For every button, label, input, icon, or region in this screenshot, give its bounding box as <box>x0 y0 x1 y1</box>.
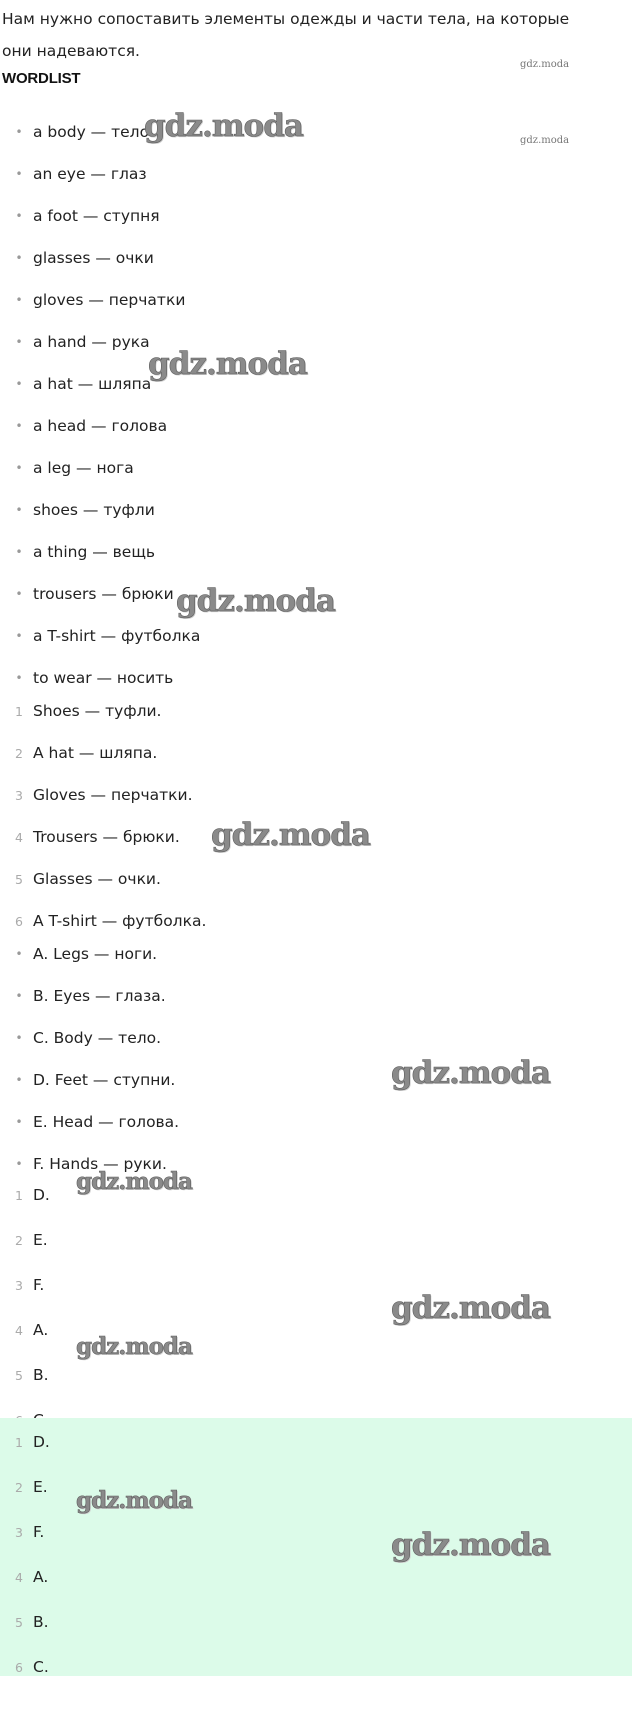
watermark: gdz.moda <box>520 135 570 146</box>
bullet-icon: • <box>15 545 23 559</box>
item-number: 4 <box>15 1569 23 1585</box>
bullet-icon: • <box>15 335 23 349</box>
watermark: gdz.moda <box>391 1527 550 1563</box>
bullet-icon: • <box>15 125 23 139</box>
bullet-icon: • <box>15 293 23 307</box>
item-number: 5 <box>15 871 23 887</box>
watermark: gdz.moda <box>211 817 370 853</box>
watermark: gdz.moda <box>391 1290 550 1326</box>
bullet-icon: • <box>15 1157 23 1171</box>
bullet-icon: • <box>15 989 23 1003</box>
bullet-icon: • <box>15 1115 23 1129</box>
intro-text: Нам нужно сопоставить элементы одежды и части тела, на которые они надеваются. <box>2 10 570 60</box>
item-number: 1 <box>15 1434 23 1450</box>
bullet-icon: • <box>15 629 23 643</box>
watermark: gdz.moda <box>76 1487 192 1514</box>
item-number: 2 <box>15 745 23 761</box>
bullet-icon: • <box>15 251 23 265</box>
watermark: gdz.moda <box>76 1333 192 1360</box>
item-number: 4 <box>15 1322 23 1338</box>
bullet-icon: • <box>15 209 23 223</box>
item-number: 4 <box>15 829 23 845</box>
bullet-icon: • <box>15 1031 23 1045</box>
item-number: 5 <box>15 1614 23 1630</box>
bullet-icon: • <box>15 503 23 517</box>
item-number: 5 <box>15 1367 23 1383</box>
item-number: 6 <box>15 913 23 929</box>
bullet-icon: • <box>15 419 23 433</box>
watermark: gdz.moda <box>148 346 307 382</box>
wordlist-heading: WORDLIST <box>2 70 81 87</box>
watermark: gdz.moda <box>76 1168 192 1195</box>
item-number: 1 <box>15 703 23 719</box>
item-number: 3 <box>15 787 23 803</box>
item-number: 6 <box>15 1659 23 1675</box>
item-number: 1 <box>15 1187 23 1203</box>
watermark: gdz.moda <box>144 108 303 144</box>
bullet-icon: • <box>15 587 23 601</box>
bullet-icon: • <box>15 377 23 391</box>
bullet-icon: • <box>15 671 23 685</box>
bullet-icon: • <box>15 461 23 475</box>
item-number: 2 <box>15 1232 23 1248</box>
watermark: gdz.moda <box>520 59 570 70</box>
item-number: 3 <box>15 1277 23 1293</box>
item-number: 3 <box>15 1524 23 1540</box>
bullet-icon: • <box>15 167 23 181</box>
bullet-icon: • <box>15 1073 23 1087</box>
watermark: gdz.moda <box>391 1055 550 1091</box>
bullet-icon: • <box>15 947 23 961</box>
watermark: gdz.moda <box>176 583 335 619</box>
item-number: 2 <box>15 1479 23 1495</box>
answer-block: 1 D. 2 E. 3 F. 4 A. 5 B. 6 C. <box>0 1418 632 1676</box>
